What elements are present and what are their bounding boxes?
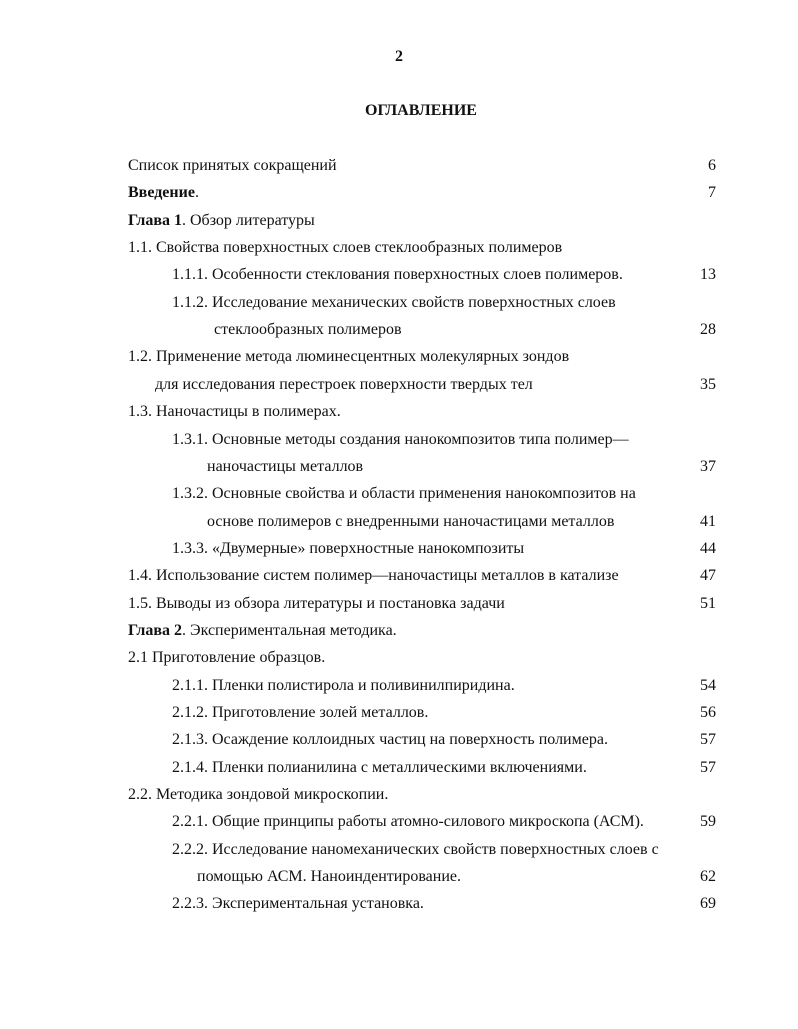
toc-page-number: 51 — [700, 594, 716, 612]
toc-entry-text: . — [194, 184, 199, 202]
toc-entry — [207, 512, 614, 532]
toc-page-number: 6 — [708, 157, 716, 174]
toc-entry-text: 1.3. Наночастицы в полимерах. — [128, 403, 341, 421]
toc-entry — [172, 894, 424, 914]
toc-entry — [172, 758, 587, 778]
toc-entry — [172, 812, 644, 832]
toc-entry — [172, 484, 636, 504]
toc-entry-text: 1.3.2. Основные свойства и области применения нанокомпозитов на — [172, 485, 636, 503]
toc-page-number: 41 — [700, 512, 716, 530]
toc-entry — [128, 648, 325, 668]
toc-page-number: 62 — [700, 868, 716, 886]
toc-entry — [172, 265, 623, 285]
toc-entry — [128, 238, 562, 258]
toc-entry-text: 1.3.1. Основные методы создания нанокомпозитов типа полимер— — [172, 430, 629, 448]
toc-entry-text: 1.5. Выводы из обзора литературы и постановка задачи — [128, 594, 505, 612]
toc-entry-bold: Введение — [128, 184, 195, 202]
toc-entry-text: помощью АСМ. Наноиндентирование. — [197, 868, 461, 886]
toc-page-number: 69 — [700, 895, 716, 913]
toc-entry — [214, 320, 402, 340]
toc-entry-text: 2.2.3. Экспериментальная установка. — [172, 895, 424, 913]
toc-entry-text: . Обзор литературы — [182, 211, 315, 229]
toc-entry-text: 2.2.2. Исследование наномеханических свойств поверхностных слоев с — [172, 840, 659, 858]
toc-entry-text: 1.1.2. Исследование механических свойств поверхностных слоев — [172, 293, 616, 311]
toc-entry-text: . Экспериментальная методика. — [182, 621, 397, 639]
toc-entry-text: 2.2. Методика зондовой микроскопии. — [128, 786, 389, 804]
toc-entry-text: 1.1. Свойства поверхностных слоев стеклообразных полимеров — [128, 239, 563, 257]
toc-entry-text: 1.2. Применение метода люминесцентных молекулярных зондов — [128, 348, 570, 366]
toc-page-number: 37 — [700, 457, 716, 475]
toc-entry-text: для исследования перестроек поверхности твердых тел — [155, 375, 533, 393]
toc-page-number: 35 — [700, 375, 716, 393]
toc-entry — [128, 402, 341, 422]
toc-page-number: 44 — [700, 539, 716, 557]
toc-entry-text: 2.2.1. Общие принципы работы атомно-силового микроскопа (АСМ). — [172, 813, 644, 831]
toc-entry-text: 2.1 Приготовление образцов. — [128, 649, 326, 667]
toc-entry — [172, 430, 629, 450]
toc-entry — [128, 566, 619, 586]
toc-entry — [128, 183, 199, 203]
toc-title: ОГЛАВЛЕНИЕ — [365, 102, 477, 119]
toc-entry-text: 2.1.2. Приготовление золей металлов. — [172, 704, 429, 721]
toc-entry — [172, 840, 659, 860]
toc-entry-text: наночастицы металлов — [207, 457, 364, 475]
toc-entry — [128, 211, 315, 231]
toc-entry — [128, 621, 397, 641]
toc-entry-text: 2.1.4. Пленки полианилина с металлическими включениями. — [172, 758, 587, 776]
toc-page-number: 59 — [700, 813, 716, 831]
toc-page-number: 57 — [700, 731, 716, 749]
toc-page-number: 7 — [708, 184, 716, 202]
toc-entry-text: 1.1.1. Особенности стеклования поверхностных слоев полимеров. — [172, 266, 623, 284]
toc-entry — [172, 703, 428, 723]
toc-page-number: 54 — [700, 676, 716, 694]
toc-entry-bold: Глава 2 — [128, 621, 182, 639]
toc-entry-text: 1.4. Использование систем полимер—наночастицы металлов в катализе — [128, 567, 619, 585]
toc-entry-text: основе полимеров с внедренными наночастицами металлов — [207, 512, 615, 530]
toc-entry-text: 2.1.3. Осаждение коллоидных частиц на поверхность полимера. — [172, 731, 608, 749]
toc-entry — [197, 867, 461, 887]
toc-entry-bold: Глава 1 — [128, 211, 182, 229]
toc-page-number: 56 — [700, 704, 716, 721]
toc-page-number: 13 — [700, 266, 716, 284]
toc-entry — [128, 156, 337, 176]
toc-page-number: 28 — [700, 321, 716, 339]
toc-page-number: 47 — [700, 567, 716, 585]
toc-entry — [172, 676, 515, 696]
toc-entry-text: стеклообразных полимеров — [214, 321, 402, 339]
page-number: 2 — [395, 48, 403, 65]
toc-entry-text: 2.1.1. Пленки полистирола и поливинилпиридина. — [172, 676, 515, 694]
toc-entry — [172, 293, 616, 313]
toc-entry — [172, 539, 524, 559]
toc-entry — [207, 457, 363, 477]
toc-entry-text: Список принятых сокращений — [128, 157, 337, 174]
toc-entry — [128, 785, 388, 805]
toc-entry-text: 1.3.3. «Двумерные» поверхностные нанокомпозиты — [172, 539, 525, 557]
toc-entry — [172, 730, 608, 750]
toc-entry — [128, 594, 505, 614]
toc-entry — [128, 347, 569, 367]
toc-page-number: 57 — [700, 758, 716, 776]
toc-entry — [155, 375, 533, 395]
